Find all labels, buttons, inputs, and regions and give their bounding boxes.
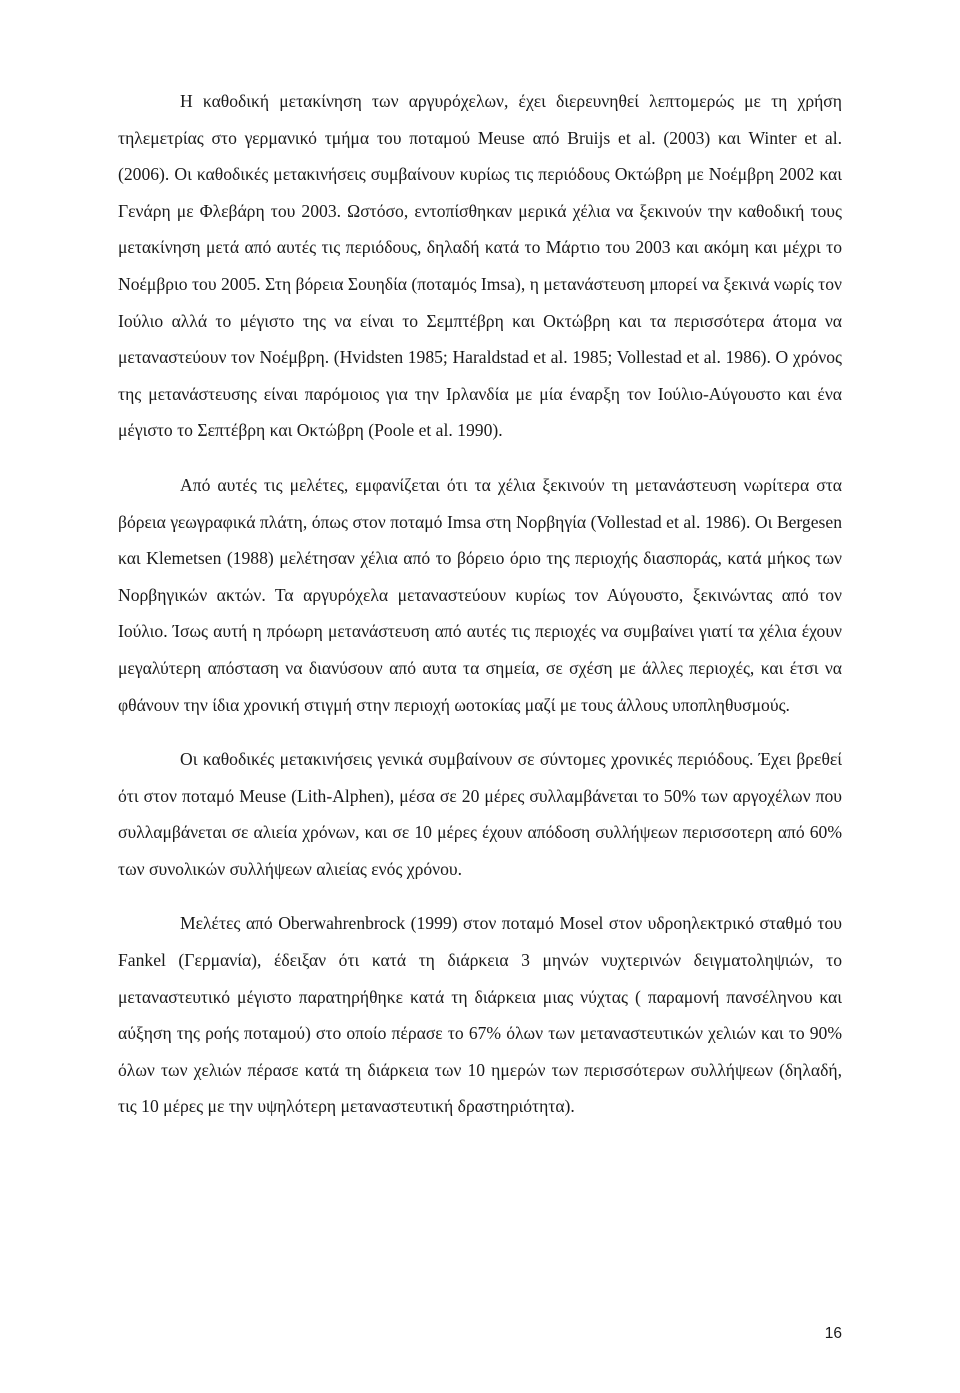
body-text <box>118 83 842 1125</box>
paragraph-1: Η καθοδική μετακίνηση των αργυρόχελων, έχει διερευνηθεί λεπτομερώς με τη χρήση τηλεμετρίας στο γερμανικό τμήμα του ποταμού Meuse από Bruijs et al. (2003) και Winter et al. (2006). Οι καθοδικές μετακινήσεις συμβαίνουν κυρίως τις περιόδους Οκτώβρη με Νοέμβρη 2002 και Γενάρη με Φλεβάρη του 2003. Ωστόσο, εντοπίσθηκαν μερικά χέλια να ξεκινούν την καθοδική τους μετακίνηση μετά από αυτές τις περιόδους, δηλαδή κατά το Μάρτιο του 2003 και ακόμη και μέχρι το Νοέμβριο του 2005. Στη βόρεια Σουηδία (ποταμός Imsa), η μετανάστευση μπορεί να ξεκινά νωρίς τον Ιούλιο αλλά το μέγιστο της να είναι το Σεμπτέβρη και Οκτώβρη και τα περισσότερα άτομα να μεταναστεύουν τον Νοέμβρη. (Hvidsten 1985; Haraldstad et al. 1985; Vollestad et al. 1986). Ο χρόνος της μετανάστευσης είναι παρόμοιος για την Ιρλανδία με μία έναρξη τον Ιούλιο-Αύγουστο και ένα μέγιστο το Σεπτέβρη και Οκτώβρη (Poole et al. 1990). <box>118 91 842 441</box>
paragraph-2: Από αυτές τις μελέτες, εμφανίζεται ότι τα χέλια ξεκινούν τη μετανάστευση νωρίτερα στα βόρεια γεωγραφικά πλάτη, όπως στον ποταμό Imsa στη Νορβηγία (Vollestad et al. 1986). Οι Bergesen και Klemetsen (1988) μελέτησαν χέλια από το βόρειο όριο της περιοχής διασποράς, κατά μήκος των Νορβηγικών ακτών. Τα αργυρόχελα μεταναστεύουν κυρίως τον Αύγουστο, ξεκινώντας από τον Ιούλιο. Ίσως αυτή η πρόωρη μετανάστευση από αυτές τις περιοχές να συμβαίνει γιατί τα χέλια έχουν μεγαλύτερη απόσταση να διανύσουν από αυτα τα σημεία, σε σχέση με άλλες περιοχές, και έτσι να φθάνουν την ίδια χρονική στιγμή στην περιοχή ωοτοκίας μαζί με τους άλλους υποπληθυσμούς. <box>118 474 842 715</box>
page-number: 16 <box>824 1325 842 1342</box>
paragraph-3: Οι καθοδικές μετακινήσεις γενικά συμβαίνουν σε σύντομες χρονικές περιόδους. Έχει βρεθεί ότι στον ποταμό Meuse (Lith-Alphen), μέσα σε 20 μέρες συλλαμβάνεται το 50% των αργοχέλων που συλλαμβάνεται σε αλιεία χρόνων, και σε 10 μέρες έχουν απόδοση συλλήψεων περισσοτερη από 60% των συνολικών συλλήψεων αλιείας ενός χρόνου. <box>118 749 842 879</box>
paragraph-4: Μελέτες από Oberwahrenbrock (1999) στον ποταμό Mosel στον υδροηλεκτρικό σταθμό του Fankel (Γερμανία), έδειξαν ότι κατά τη διάρκεια 3 μηνών νυχτερινών δειγματοληψιών, το μεταναστευτικό μέγιστο παρατηρήθηκε κατά τη διάρκεια μιας νύχτας ( παραμονή πανσέληνου και αύξηση της ροής ποταμού) στο οποίο πέρασε το 67% όλων των μεταναστευτικών χελιών και το 90% όλων των χελιών πέρασε κατά τη διάρκεια των 10 ημερών των περισσότερων συλλήψεων (δηλαδή, τις 10 μέρες με την υψηλότερη μεταναστευτική δραστηριότητα). <box>118 913 842 1117</box>
